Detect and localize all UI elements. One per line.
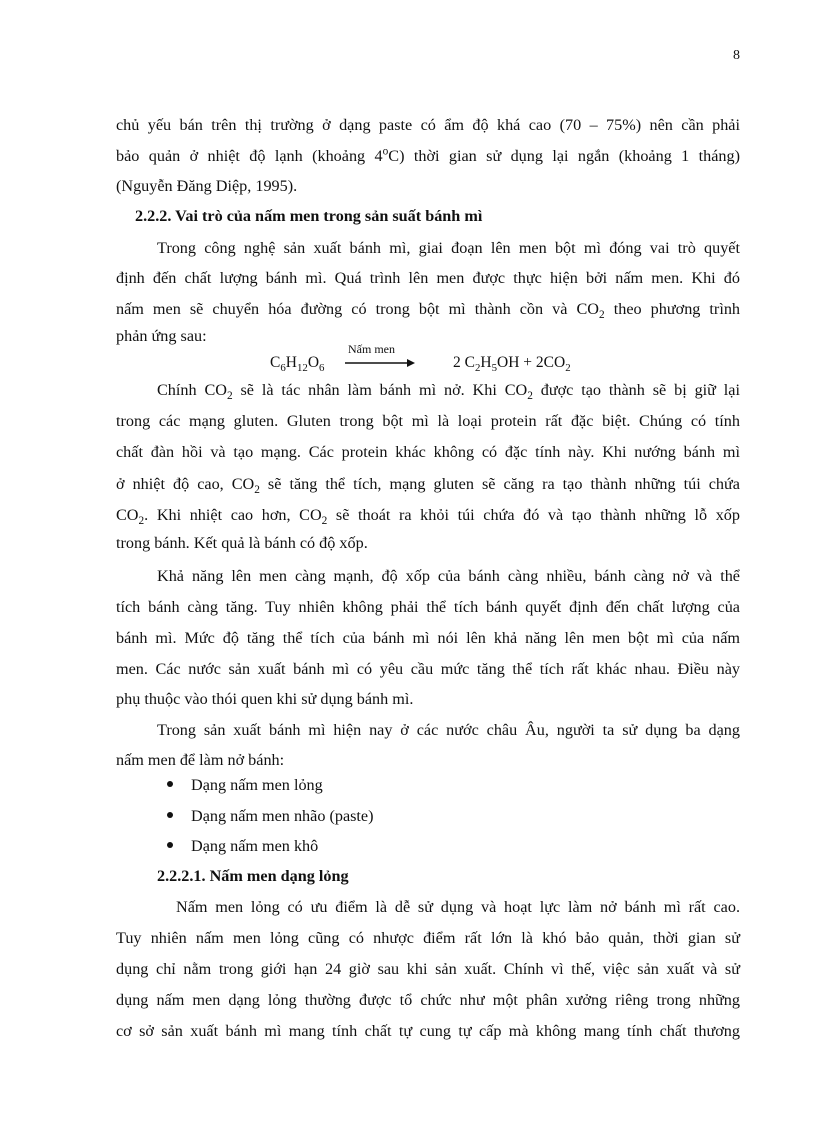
text-line: men. Các nước sản xuất bánh mì có yêu cầu mức tăng thể tích rất khác nhau. Điều này [116, 660, 740, 678]
equation-catalyst: Nấm men [348, 342, 395, 356]
chemical-equation [270, 342, 630, 382]
page-number: 8 [733, 48, 740, 63]
subsection-heading: 2.2.2.1. Nấm men dạng lỏng [157, 867, 349, 885]
text-line: trong các mạng gluten. Gluten trong bột mì là loại protein rất đặc biệt. Chúng có tính [116, 412, 740, 430]
text-line: phụ thuộc vào thói quen khi sử dụng bánh mì. [116, 690, 414, 708]
text-line: bánh mì. Mức độ tăng thể tích của bánh mì nói lên khả năng lên men bột mì của nấm [116, 629, 740, 647]
text-line: nấm men để làm nở bánh: [116, 751, 285, 769]
text-line: Trong công nghệ sản xuất bánh mì, giai đoạn lên men bột mì đóng vai trò quyết [157, 239, 740, 257]
bullet-icon [166, 775, 176, 795]
equation-product: 2 $C_2H_5OH + 2CO_2$ [453, 354, 571, 375]
text-line: bảo quản ở nhiệt độ lạnh (khoảng 4$^o$C) thời gian sử dụng lại ngắn (khoảng 1 tháng) [116, 145, 740, 165]
text-line: nấm men sẽ chuyển hóa đường có trong bột mì thành cồn và $CO_2$ theo phương trình [116, 300, 741, 322]
text-line: chất đàn hồi và tạo mạng. Các protein khác không có đặc tính này. Khi nướng bánh mì [116, 443, 740, 461]
list-item-label: Dạng nấm men khô [191, 837, 319, 855]
text-line: dụng chỉ nằm trong giới hạn 24 giờ sau khi sản xuất. Chính vì thế, việc sản xuất và sử [116, 960, 740, 978]
text-line: Trong sản xuất bánh mì hiện nay ở các nước châu Âu, người ta sử dụng ba dạng [157, 721, 740, 739]
bullet-icon [166, 806, 176, 826]
text-line: chủ yếu bán trên thị trường ở dạng paste có ẩm độ khá cao (70 – 75%) nên cần phải [116, 116, 740, 134]
text-line: dụng nấm men dạng lỏng thường được tổ chức như một phân xưởng riêng trong những [116, 991, 740, 1009]
bullet-icon [166, 836, 176, 856]
reaction-arrow-icon [345, 358, 415, 368]
text-line: trong bánh. Kết quả là bánh có độ xốp. [116, 534, 368, 552]
text-line: Tuy nhiên nấm men lỏng cũng có nhược điểm rất lớn là khó bảo quản, thời gian sử [116, 929, 740, 947]
text-line: định đến chất lượng bánh mì. Quá trình lên men được thực hiện bởi nấm men. Khi đó [116, 269, 740, 287]
list-item-label: Dạng nấm men lỏng [191, 776, 323, 794]
list-item-label: Dạng nấm men nhão (paste) [191, 807, 374, 825]
text-line: phản ứng sau: [116, 327, 207, 345]
text-line: $CO_2$. Khi nhiệt cao hơn, $CO_2$ sẽ thoát ra khỏi túi chứa đó và tạo thành những lỗ xốp [116, 506, 740, 528]
text-line: (Nguyễn Đăng Diệp, 1995). [116, 177, 298, 195]
text-line: Khả năng lên men càng mạnh, độ xốp của bánh càng nhiều, bánh càng nở và thể [157, 567, 740, 585]
text-line: tích bánh càng tăng. Tuy nhiên không phải thể tích bánh quyết định đến chất lượng của [116, 598, 740, 616]
section-heading: 2.2.2. Vai trò của nấm men trong sản suất bánh mì [135, 207, 483, 225]
text-line: ở nhiệt độ cao, $CO_2$ sẽ tăng thể tích, mạng gluten sẽ căng ra tạo thành những túi chứa [116, 475, 740, 497]
text-line: Nấm men lỏng có ưu điểm là dễ sử dụng và hoạt lực làm nở bánh mì rất cao. [176, 898, 740, 916]
text-line: cơ sở sản xuất bánh mì mang tính chất tự cung tự cấp mà không mang tính chất thương [116, 1022, 740, 1040]
text-line: Chính $CO_2$ sẽ là tác nhân làm bánh mì nở. Khi $CO_2$ được tạo thành sẽ bị giữ lại [157, 381, 740, 403]
equation-reactant: $C_6H_{12}O_6$ [270, 354, 325, 375]
